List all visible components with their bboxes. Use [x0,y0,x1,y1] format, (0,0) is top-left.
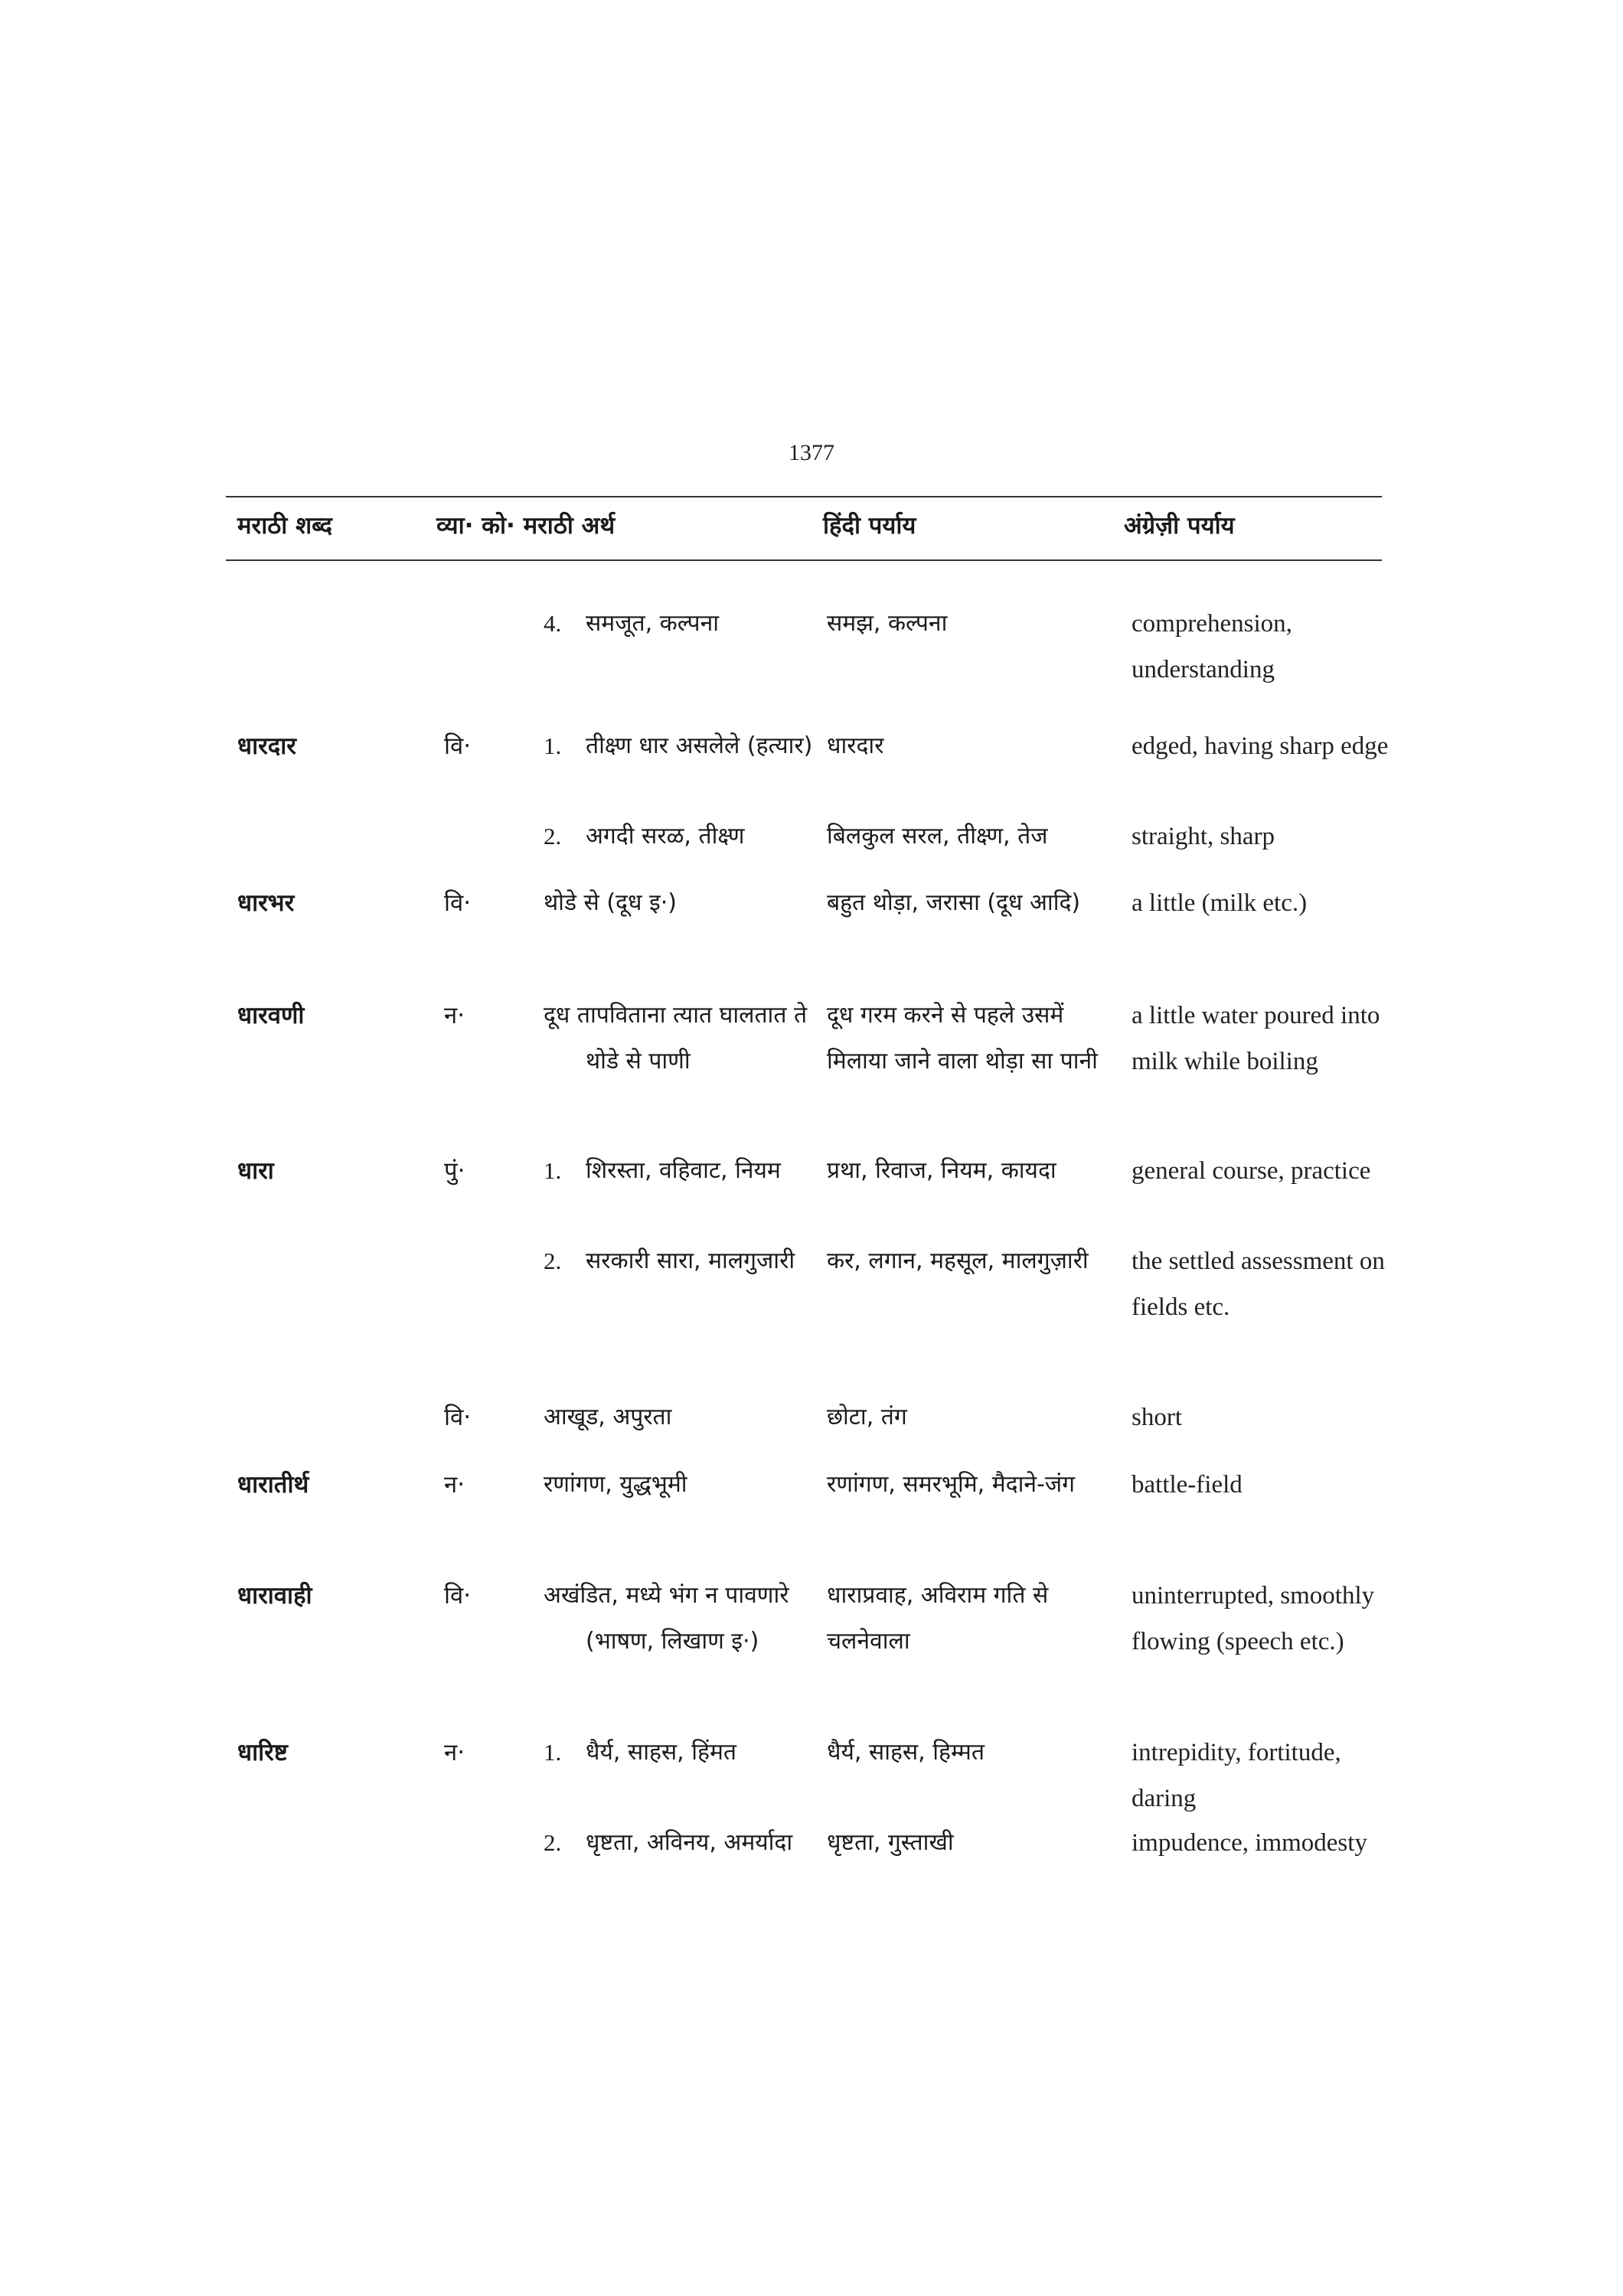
headword: धारावाही [237,1582,312,1609]
marathi-meaning: सरकारी सारा, मालगुजारी [586,1247,795,1274]
header-grammar-marathi-meaning: व्या· को· मराठी अर्थ [436,512,616,540]
sense-number: 1. [544,732,562,759]
hindi-synonym: कर, लगान, महसूल, मालगुज़ारी [827,1247,1089,1274]
marathi-meaning: रणांगण, युद्धभूमी [544,1471,687,1498]
marathi-meaning: थोडे से (दूध इ·) [544,889,677,916]
grammar-category: पुं· [444,1157,465,1185]
marathi-meaning: दूध तापविताना त्यात घालतात ते थोडे से पाणी [544,1002,808,1075]
english-synonym: a little (milk etc.) [1132,889,1308,917]
hindi-synonym: प्रथा, रिवाज, नियम, कायदा [827,1157,1056,1184]
hindi-synonym: छोटा, तंग [827,1404,907,1430]
english-synonym: battle-field [1132,1471,1243,1499]
header-english-synonym: अंग्रेज़ी पर्याय [1124,512,1235,540]
marathi-meaning: धैर्य, साहस, हिंमत [586,1739,736,1766]
hindi-synonym: रणांगण, समरभूमि, मैदाने-जंग [827,1471,1076,1498]
marathi-meaning: धृष्टता, अविनय, अमर्यादा [586,1829,793,1856]
sense-number: 2. [544,823,562,850]
hindi-synonym: धारदार [827,732,884,759]
hindi-synonym: धृष्टता, गुस्ताखी [827,1829,954,1856]
hindi-synonym: धाराप्रवाह, अविराम गति से चलनेवाला [827,1582,1049,1655]
english-synonym: comprehension, understanding [1132,610,1292,683]
headword: धारातीर्थ [237,1471,309,1499]
hindi-synonym: बिलकुल सरल, तीक्ष्ण, तेज [827,823,1048,850]
headword: धारिष्ट [237,1739,288,1766]
grammar-category: न· [444,1002,465,1029]
english-synonym: uninterrupted, smoothly flowing (speech etc.) [1132,1582,1375,1655]
grammar-category: न· [444,1471,465,1499]
headword: धारा [237,1157,274,1185]
english-synonym: intrepidity, fortitude, daring [1132,1739,1341,1812]
english-synonym: edged, having sharp edge [1132,732,1389,760]
grammar-category: वि· [444,889,472,917]
sense-number: 2. [544,1247,562,1274]
header-marathi-word: मराठी शब्द [237,512,332,540]
english-synonym: impudence, immodesty [1132,1829,1367,1857]
english-synonym: a little water poured into milk while boiling [1132,1002,1380,1075]
sense-number: 2. [544,1829,562,1856]
english-synonym: straight, sharp [1132,823,1275,850]
english-synonym: the settled assessment on fields etc. [1132,1247,1385,1321]
page-number: 1377 [789,440,834,465]
hindi-synonym: धैर्य, साहस, हिम्मत [827,1739,985,1766]
headword: धारभर [237,889,295,917]
grammar-category: वि· [444,732,472,760]
hindi-synonym: दूध गरम करने से पहले उसमें मिलाया जाने वाला थोड़ा सा पानी [827,1002,1098,1075]
marathi-meaning: समजूत, कल्पना [586,610,720,637]
sense-number: 1. [544,1739,562,1766]
grammar-category: वि· [444,1404,472,1431]
sense-number: 4. [544,610,562,637]
grammar-category: न· [444,1739,465,1766]
hindi-synonym: बहुत थोड़ा, जरासा (दूध आदि) [827,889,1081,916]
headword: धारवणी [237,1002,305,1029]
english-synonym: short [1132,1404,1182,1431]
marathi-meaning: अगदी सरळ, तीक्ष्ण [586,823,745,850]
marathi-meaning: तीक्ष्ण धार असलेले (हत्यार) [586,732,813,759]
marathi-meaning: शिरस्ता, वहिवाट, नियम [586,1157,781,1184]
grammar-category: वि· [444,1582,472,1609]
headword: धारदार [237,732,296,760]
marathi-meaning: आखूड, अपुरता [544,1404,672,1430]
hindi-synonym: समझ, कल्पना [827,610,948,637]
sense-number: 1. [544,1157,562,1184]
marathi-meaning: अखंडित, मध्ये भंग न पावणारे (भाषण, लिखाण इ·) [544,1582,789,1655]
header-hindi-synonym: हिंदी पर्याय [823,512,916,540]
english-synonym: general course, practice [1132,1157,1371,1185]
